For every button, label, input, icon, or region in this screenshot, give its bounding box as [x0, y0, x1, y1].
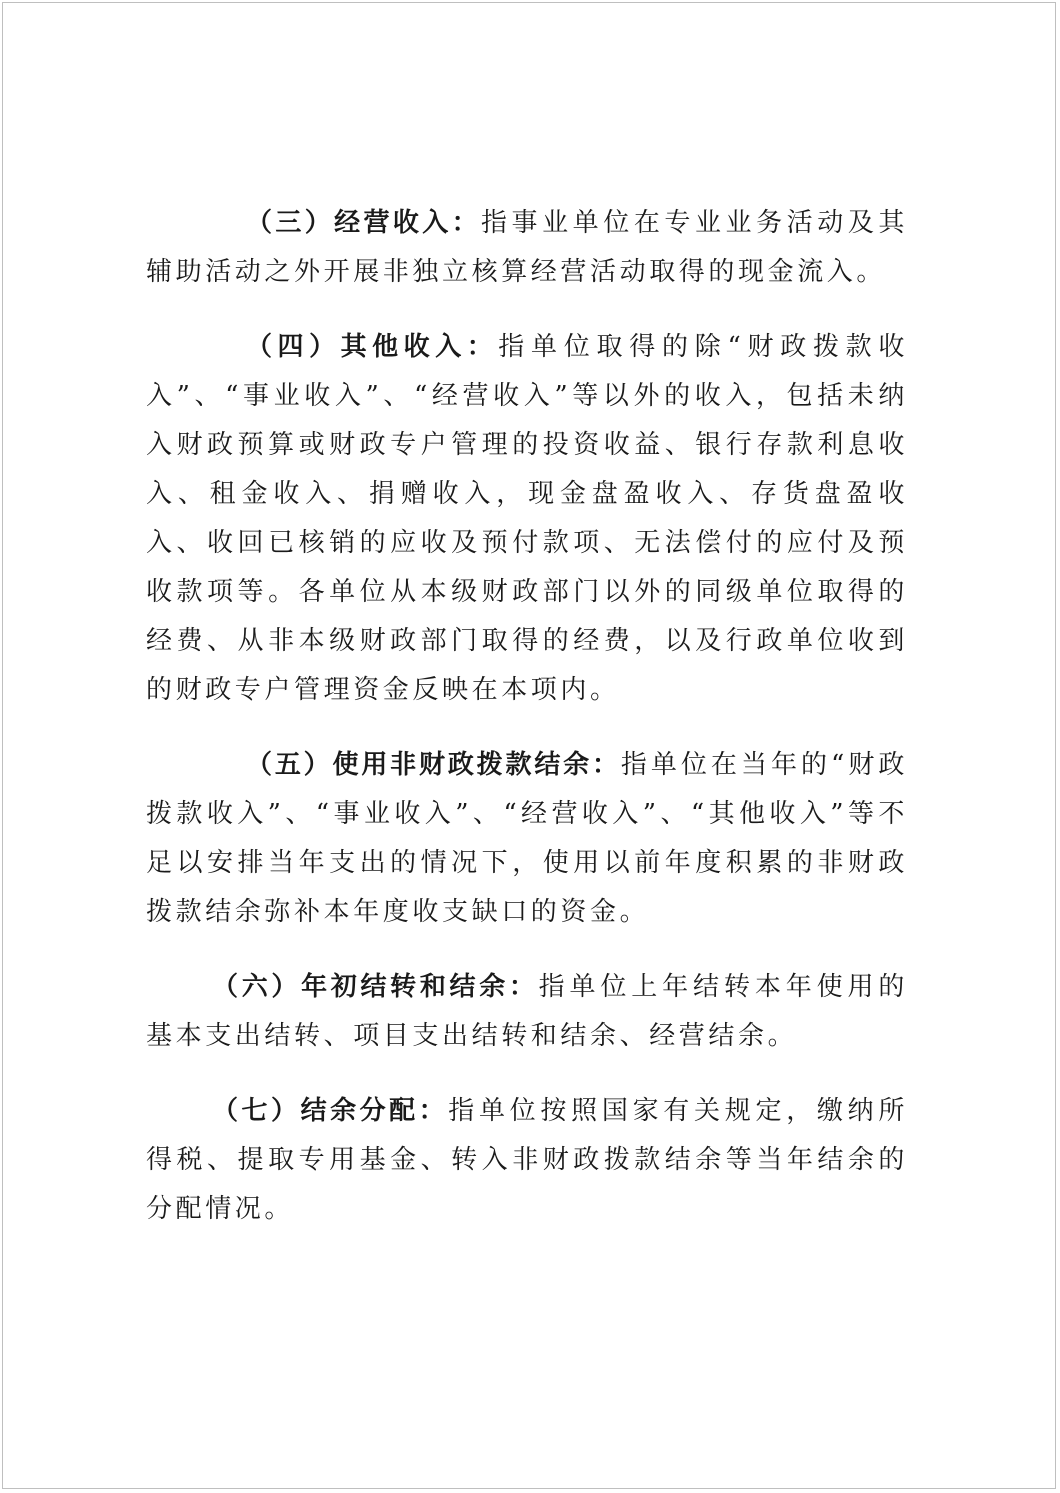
section-body: 指单位在当年的“财政拨款收入”、“事业收入”、“经营收入”、“其他收入”等不足以安排当年支出的情况下，使用以前年度积累的非财政拨款结余弥补本年度收支缺口的资金。: [146, 750, 909, 927]
section-opening-carryover: [146, 963, 908, 1061]
section-body: 指单位取得的除“财政拨款收入”、“事业收入”、“经营收入”等以外的收入，包括未纳入财政预算或财政专户管理的投资收益、银行存款利息收入、租金收入、捐赠收入，现金盘盈收入、存货盘盈收入、收回已核销的应收及预付款项、无法偿付的应付及预收款项等。各单位从本级财政部门以外的同级单位取得的经费、从非本级财政部门取得的经费，以及行政单位收到的财政专户管理资金反映在本项内。: [146, 332, 909, 705]
section-body: 指单位上年结转本年使用的基本支出结转、项目支出结转和结余、经营结余。: [146, 972, 909, 1051]
section-heading: （五）使用非财政拨款结余：: [246, 750, 621, 780]
section-surplus-distribution: [146, 1087, 908, 1234]
document-page: [2, 2, 1056, 1489]
section-other-income: [146, 323, 908, 715]
section-body: 指单位按照国家有关规定，缴纳所得税、提取专用基金、转入非财政拨款结余等当年结余的分配情况。: [146, 1096, 908, 1224]
section-non-fiscal-surplus-use: [146, 741, 908, 937]
section-heading: （四）其他收入：: [246, 332, 499, 362]
section-heading: （三）经营收入：: [246, 208, 481, 238]
section-heading: （六）年初结转和结余：: [212, 972, 539, 1002]
section-body: 指事业单位在专业业务活动及其辅助活动之外开展非独立核算经营活动取得的现金流入。: [146, 208, 908, 287]
section-heading: （七）结余分配：: [212, 1096, 449, 1126]
section-operating-income: [146, 199, 908, 297]
